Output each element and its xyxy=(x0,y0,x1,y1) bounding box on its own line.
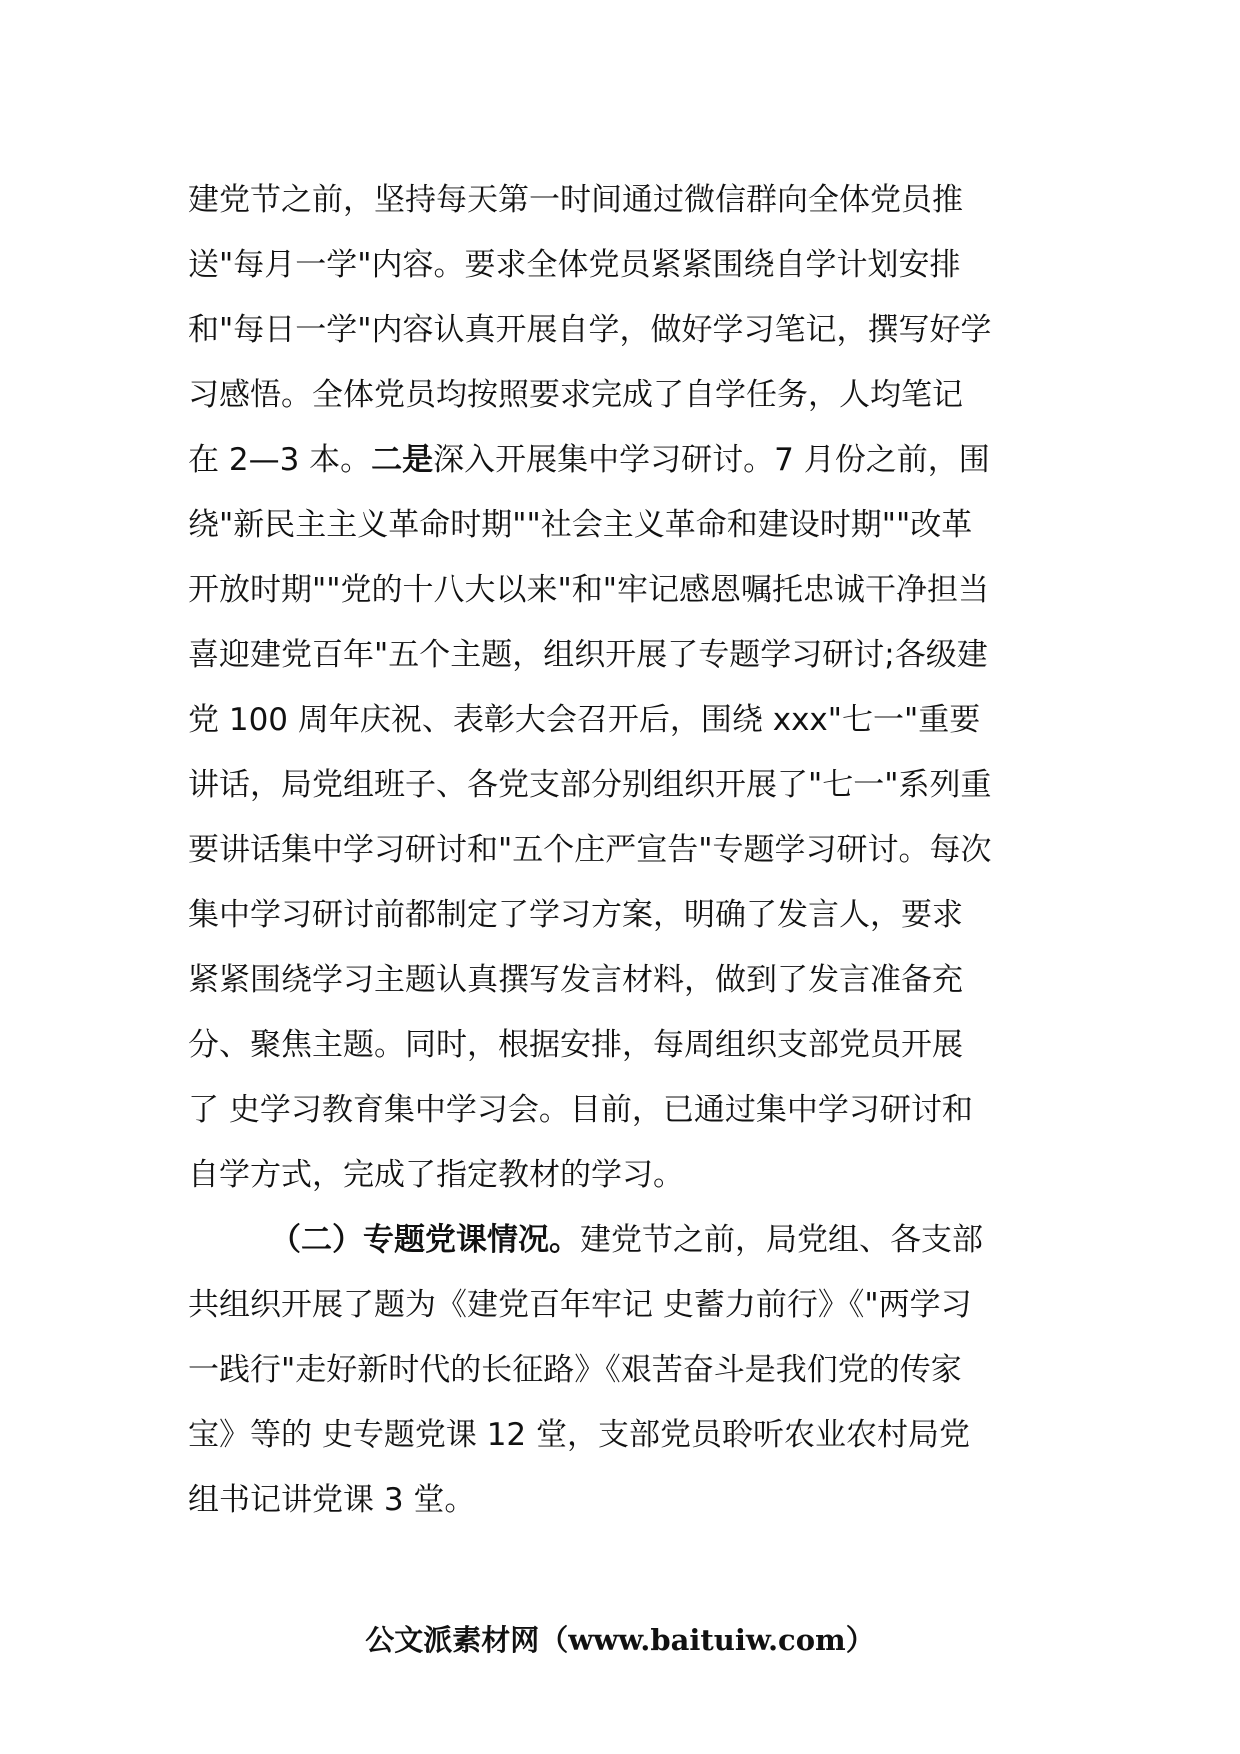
text-line: 党 100 周年庆祝、表彰大会召开后，围绕 xxx"七一"重要 xyxy=(188,702,981,738)
text-line: 分、聚焦主题。同时，根据安排，每周组织支部党员开展 xyxy=(188,1027,963,1063)
bold-keyword: 二是 xyxy=(371,442,434,478)
text-line: 开放时期""党的十八大以来"和"牢记感恩嘱托忠诚干净担当 xyxy=(188,572,990,608)
text-line: 集中学习研讨前都制定了学习方案，明确了发言人，要求 xyxy=(188,897,963,933)
text-line: 建党节之前，坚持每天第一时间通过微信群向全体党员推 xyxy=(188,182,963,218)
text-line: 了 史学习教育集中学习会。目前，已通过集中学习研讨和 xyxy=(188,1092,973,1128)
text-line: 习感悟。全体党员均按照要求完成了自学任务，人均笔记 xyxy=(188,377,963,413)
text-segment: 在 2—3 本。 xyxy=(188,442,372,478)
text-line: 自学方式，完成了指定教材的学习。 xyxy=(188,1157,684,1193)
text-line: 送"每月一学"内容。要求全体党员紧紧围绕自学计划安排 xyxy=(188,247,961,283)
text-line: 一践行"走好新时代的长征路》《艰苦奋斗是我们党的传家 xyxy=(188,1352,962,1388)
text-line: 绕"新民主主义革命时期""社会主义革命和建设时期""改革 xyxy=(188,507,973,543)
text-line: 紧紧围绕学习主题认真撰写发言材料，做到了发言准备充 xyxy=(188,962,963,998)
text-line-with-bold xyxy=(188,428,1068,493)
section-heading-line xyxy=(188,1208,1068,1273)
text-line: 要讲话集中学习研讨和"五个庄严宣告"专题学习研讨。每次 xyxy=(188,832,992,868)
text-line: 和"每日一学"内容认真开展自学，做好学习笔记，撰写好学 xyxy=(188,312,992,348)
text-line: 宝》等的 史专题党课 12 堂，支部党员聆听农业农村局党 xyxy=(188,1417,971,1453)
text-segment: 深入开展集中学习研讨。7 月份之前，围 xyxy=(433,442,990,478)
footer-watermark: 公文派素材网（www.baituiw.com） xyxy=(365,1623,875,1657)
section-heading: （二）专题党课情况。 xyxy=(270,1222,580,1258)
text-line: 组书记讲党课 3 堂。 xyxy=(188,1482,476,1518)
document-body xyxy=(188,168,1068,1533)
text-line: 讲话，局党组班子、各党支部分别组织开展了"七一"系列重 xyxy=(188,767,992,803)
text-line: 共组织开展了题为《建党百年牢记 史蓄力前行》《"两学习 xyxy=(188,1287,972,1323)
text-segment: 建党节之前，局党组、各支部 xyxy=(580,1222,983,1258)
text-line: 喜迎建党百年"五个主题，组织开展了专题学习研讨;各级建 xyxy=(188,637,988,673)
